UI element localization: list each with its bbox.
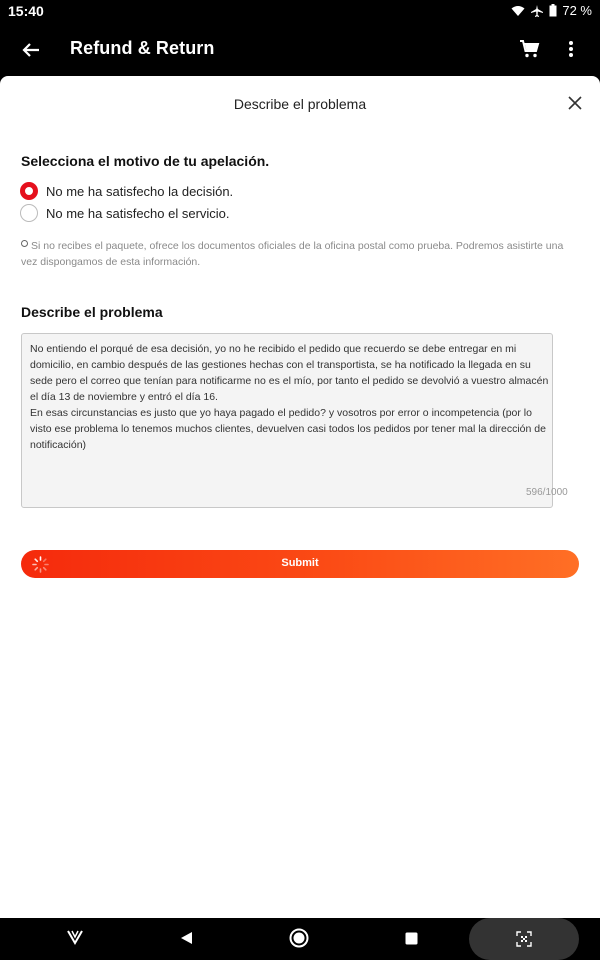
nav-down-icon[interactable] (66, 929, 84, 950)
status-time: 15:40 (8, 3, 44, 19)
wifi-icon (511, 5, 525, 17)
reason-option-label: No me ha satisfecho el servicio. (46, 205, 230, 221)
app-bar (0, 24, 600, 76)
description-heading: Describe el problema (21, 304, 163, 320)
battery-percentage: 72 % (562, 3, 592, 18)
appeal-sheet (0, 76, 600, 918)
status-icons (511, 3, 592, 18)
more-vert-icon (562, 48, 580, 65)
info-icon (21, 240, 28, 247)
reason-option-label: No me ha satisfecho la decisión. (46, 183, 234, 199)
radio-unselected[interactable] (20, 204, 38, 222)
page-title: Refund & Return (70, 38, 215, 58)
airplane-icon (530, 4, 544, 18)
info-note-text: Si no recibes el paquete, ofrece los documentos oficiales de la oficina postal como prueba. Podremos asistirte una vez dispongamos de esta información. (21, 240, 564, 268)
reason-option-service[interactable] (20, 204, 230, 222)
char-counter: 596/1000 (526, 487, 568, 498)
nav-home-icon[interactable] (289, 928, 309, 953)
nav-back-icon[interactable] (180, 931, 193, 950)
description-textarea[interactable] (21, 333, 553, 508)
info-note (21, 238, 581, 270)
cart-button[interactable] (518, 37, 542, 61)
reason-heading: Selecciona el motivo de tu apelación. (21, 153, 270, 169)
reason-option-decision[interactable] (20, 182, 233, 200)
status-bar (0, 0, 600, 24)
submit-button[interactable] (21, 550, 579, 578)
nav-recents-icon[interactable] (405, 932, 418, 950)
back-arrow-icon (18, 49, 44, 66)
close-icon (566, 99, 584, 116)
cart-icon (518, 48, 542, 65)
submit-label: Submit (281, 557, 319, 569)
close-button[interactable] (566, 94, 584, 112)
more-options-button[interactable] (562, 37, 580, 61)
sheet-title: Describe el problema (233, 96, 367, 112)
radio-selected[interactable] (20, 182, 38, 200)
battery-icon (549, 4, 557, 17)
nav-scan-icon[interactable] (516, 931, 532, 952)
description-text[interactable]: No entiendo el porqué de esa decisión, yo no he recibido el pedido que recuerdo se debe entregar en mi domicilio, en cambio después de las gestiones hechas con el transportista, se ha notificado la llegada en su sede pero el correo que tenían para notificarme no es el mío, por tanto el pedido se devolvió a vuestro almacén el día 13 de noviembre y entró el día 16. En esas circunstancias es justo que yo haya pagado el pedido? y vosotros por error o incompetencia (por lo visto ese problema lo tenemos muchos clientes, devuelven casi todos los pedidos por tener mal la dirección de notificación) (30, 343, 549, 451)
back-button[interactable] (18, 38, 44, 62)
